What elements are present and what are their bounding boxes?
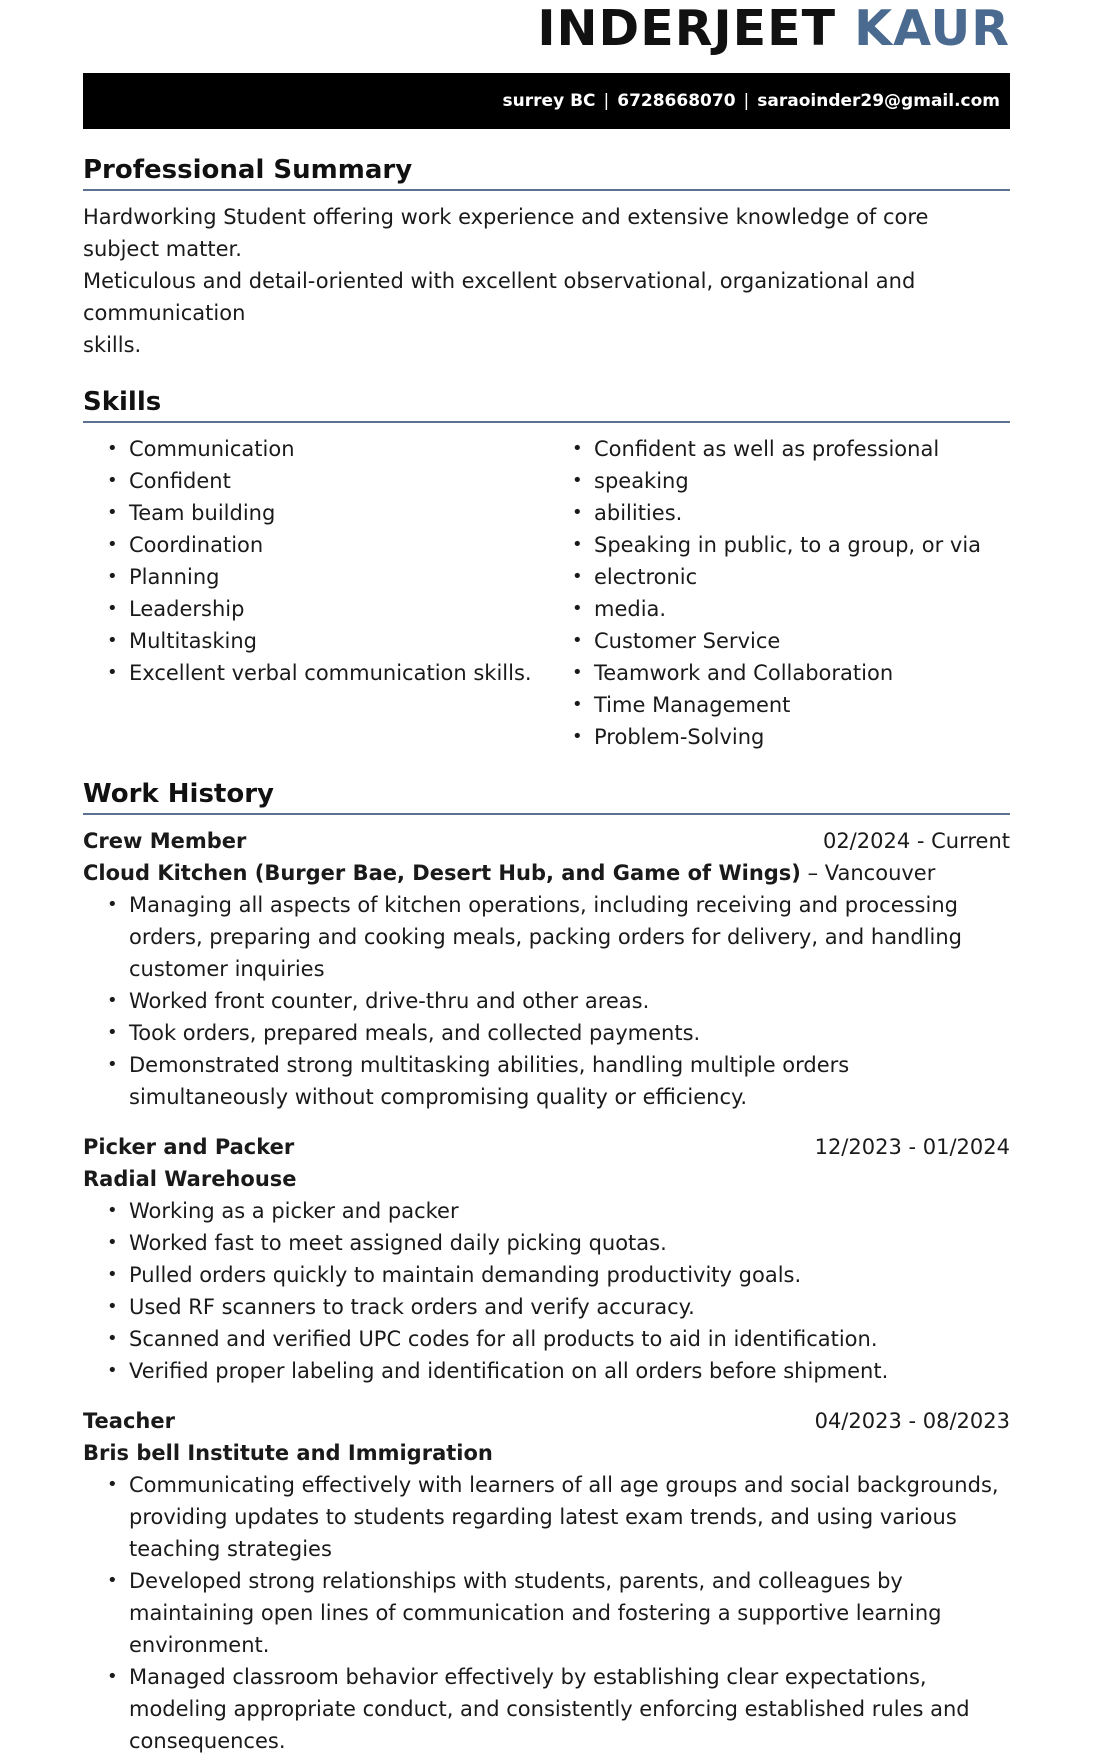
job-bullet: • Pulled orders quickly to maintain demanding productivity goals.: [83, 1259, 1010, 1291]
job-company: Radial Warehouse: [83, 1167, 297, 1191]
job-company: Bris bell Institute and Immigration: [83, 1441, 493, 1465]
job-dates: 02/2024 - Current: [822, 829, 1010, 853]
job-bullet: • Verified proper labeling and identification on all orders before shipment.: [83, 1355, 1010, 1387]
job-company-line: [83, 857, 1010, 889]
skill-item: • Problem-Solving: [548, 721, 1010, 753]
summary-line: subject matter.: [83, 237, 242, 261]
job-company-line: [83, 1163, 1010, 1195]
job-header: [83, 1131, 1010, 1163]
job-bullet: • Scanned and verified UPC codes for all products to aid in identification.: [83, 1323, 1010, 1355]
job-title: Crew Member: [83, 829, 247, 853]
job-entry: [83, 1131, 1010, 1387]
skill-item: • Leadership: [83, 593, 548, 625]
job-bullet: • Worked front counter, drive-thru and other areas.: [83, 985, 1010, 1017]
job-bullet: • Took orders, prepared meals, and collected payments.: [83, 1017, 1010, 1049]
job-bullet: • Used RF scanners to track orders and verify accuracy.: [83, 1291, 1010, 1323]
contact-location: surrey BC: [502, 91, 596, 111]
skill-item: • Speaking in public, to a group, or via: [548, 529, 1010, 561]
skill-item: • Customer Service: [548, 625, 1010, 657]
job-location: – Vancouver: [800, 861, 936, 885]
job-bullet: • Working as a picker and packer: [83, 1195, 1010, 1227]
job-dates: 04/2023 - 08/2023: [814, 1409, 1010, 1433]
job-company-line: [83, 1437, 1010, 1469]
job-bullet: • Managing all aspects of kitchen operations, including receiving and processing orders, preparing and cooking meals, packing orders for delivery, and handling customer inquiries: [83, 889, 1010, 985]
skill-item: • Confident as well as professional: [548, 433, 1010, 465]
skill-item: • Teamwork and Collaboration: [548, 657, 1010, 689]
summary-line: skills.: [83, 333, 142, 357]
summary-line: Hardworking Student offering work experience and extensive knowledge of core: [83, 205, 929, 229]
contact-separator: |: [603, 91, 610, 111]
skill-item: • Time Management: [548, 689, 1010, 721]
summary-text: [83, 201, 1010, 361]
contact-separator: |: [743, 91, 750, 111]
skill-item: • Communication: [83, 433, 548, 465]
skill-item: • Excellent verbal communication skills.: [83, 657, 548, 689]
skills-heading: Skills: [83, 385, 1010, 423]
contact-bar: [83, 73, 1010, 129]
job-bullet: • Demonstrated strong multitasking abilities, handling multiple orders simultaneously without compromising quality or efficiency.: [83, 1049, 1010, 1113]
skills-columns: [83, 433, 1010, 753]
work-history-section: [83, 777, 1010, 1757]
candidate-name: [83, 0, 1010, 66]
job-entry: [83, 1405, 1010, 1757]
job-header: [83, 825, 1010, 857]
summary-line: Meticulous and detail-oriented with excellent observational, organizational and: [83, 269, 916, 293]
job-bullet: • Developed strong relationships with students, parents, and colleagues by maintaining open lines of communication and fostering a supportive learning environment.: [83, 1565, 1010, 1661]
skills-section: [83, 385, 1010, 753]
skills-left-list: [83, 433, 548, 753]
skill-item: • speaking: [548, 465, 1010, 497]
summary-heading: Professional Summary: [83, 153, 1010, 191]
summary-section: [83, 153, 1010, 361]
resume-page: [83, 0, 1010, 1757]
job-bullet: • Worked fast to meet assigned daily picking quotas.: [83, 1227, 1010, 1259]
job-bullets: [83, 1195, 1010, 1387]
summary-line: communication: [83, 301, 246, 325]
job-bullet: • Managed classroom behavior effectively by establishing clear expectations, modeling appropriate conduct, and consistently enforcing established rules and consequences.: [83, 1661, 1010, 1757]
skill-item: • abilities.: [548, 497, 1010, 529]
job-company: Cloud Kitchen (Burger Bae, Desert Hub, and Game of Wings): [83, 861, 801, 885]
job-bullet: • Communicating effectively with learners of all age groups and social backgrounds, providing updates to students regarding latest exam trends, and using various teaching strategies: [83, 1469, 1010, 1565]
job-bullets: [83, 889, 1010, 1113]
skill-item: • Team building: [83, 497, 548, 529]
job-bullets: [83, 1469, 1010, 1757]
contact-phone: 6728668070: [617, 91, 736, 111]
skill-item: • Coordination: [83, 529, 548, 561]
skill-item: • Confident: [83, 465, 548, 497]
skill-item: • electronic: [548, 561, 1010, 593]
job-dates: 12/2023 - 01/2024: [814, 1135, 1010, 1159]
first-name: INDERJEET: [537, 0, 837, 57]
job-header: [83, 1405, 1010, 1437]
job-entry: [83, 825, 1010, 1113]
skill-item: • Planning: [83, 561, 548, 593]
job-title: Picker and Packer: [83, 1135, 295, 1159]
skill-item: • Multitasking: [83, 625, 548, 657]
contact-email: saraoinder29@gmail.com: [757, 91, 1000, 111]
last-name: KAUR: [854, 0, 1010, 57]
skill-item: • media.: [548, 593, 1010, 625]
job-title: Teacher: [83, 1409, 175, 1433]
work-history-heading: Work History: [83, 777, 1010, 815]
skills-right-list: [548, 433, 1010, 753]
